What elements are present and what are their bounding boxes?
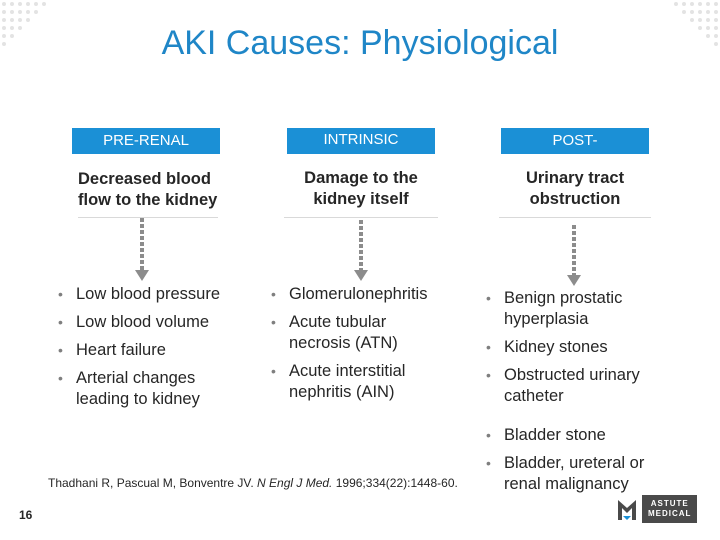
list-item: • Low blood pressure xyxy=(58,285,221,303)
down-arrow-icon xyxy=(353,220,369,282)
astute-medical-logo xyxy=(616,494,712,524)
column-description-post-renal: Urinary tract obstruction xyxy=(525,169,625,208)
list-item: • Acute interstitial nephritis (AIN) xyxy=(271,362,406,401)
down-arrow-icon xyxy=(566,225,582,287)
column-header-label: POST- xyxy=(552,132,598,149)
list-item: • Acute tubular necrosis (ATN) xyxy=(271,313,398,352)
slide-title: AKI Causes: Physiological xyxy=(161,24,559,62)
cause-list-pre-renal xyxy=(58,284,248,417)
list-item: • Low blood volume xyxy=(58,313,209,331)
column-header-post-renal xyxy=(501,128,649,154)
column-header-label: PRE-RENAL xyxy=(103,132,189,149)
logo-mark-icon xyxy=(616,496,638,522)
citation-details: 1996;334(22):1448-60. xyxy=(335,476,458,490)
down-arrow-icon xyxy=(134,218,150,282)
list-item: • Heart failure xyxy=(58,341,166,359)
cause-list-post-renal xyxy=(486,288,676,502)
divider-intrinsic-renal xyxy=(284,217,438,218)
slide-number: 16 xyxy=(19,508,33,522)
list-item: • Bladder, ureteral or renal malignancy xyxy=(486,454,645,493)
column-header-label: INTRINSIC RENAL xyxy=(323,131,399,172)
column-header-pre-renal xyxy=(72,128,220,154)
list-item: • Bladder stone xyxy=(486,426,606,444)
citation-authors: Thadhani R, Pascual M, Bonventre JV. xyxy=(48,476,254,490)
list-item: • Arterial changes leading to kidney xyxy=(58,369,200,408)
citation xyxy=(48,476,458,490)
column-description-intrinsic-renal: Damage to the kidney itself xyxy=(304,169,418,208)
column-description-pre-renal: Decreased blood flow to the kidney xyxy=(78,170,218,209)
column-header-intrinsic-renal xyxy=(287,128,435,172)
list-item: • Kidney stones xyxy=(486,338,608,356)
list-item: • Obstructed urinary catheter xyxy=(486,366,640,405)
divider-post-renal xyxy=(499,217,651,218)
list-item: • Glomerulonephritis xyxy=(271,285,428,303)
logo-wordmark: ASTUTE MEDICAL xyxy=(642,495,697,523)
cause-list-intrinsic-renal xyxy=(271,284,461,410)
list-item: • Benign prostatic hyperplasia xyxy=(486,289,623,328)
citation-journal: N Engl J Med. xyxy=(257,476,333,490)
